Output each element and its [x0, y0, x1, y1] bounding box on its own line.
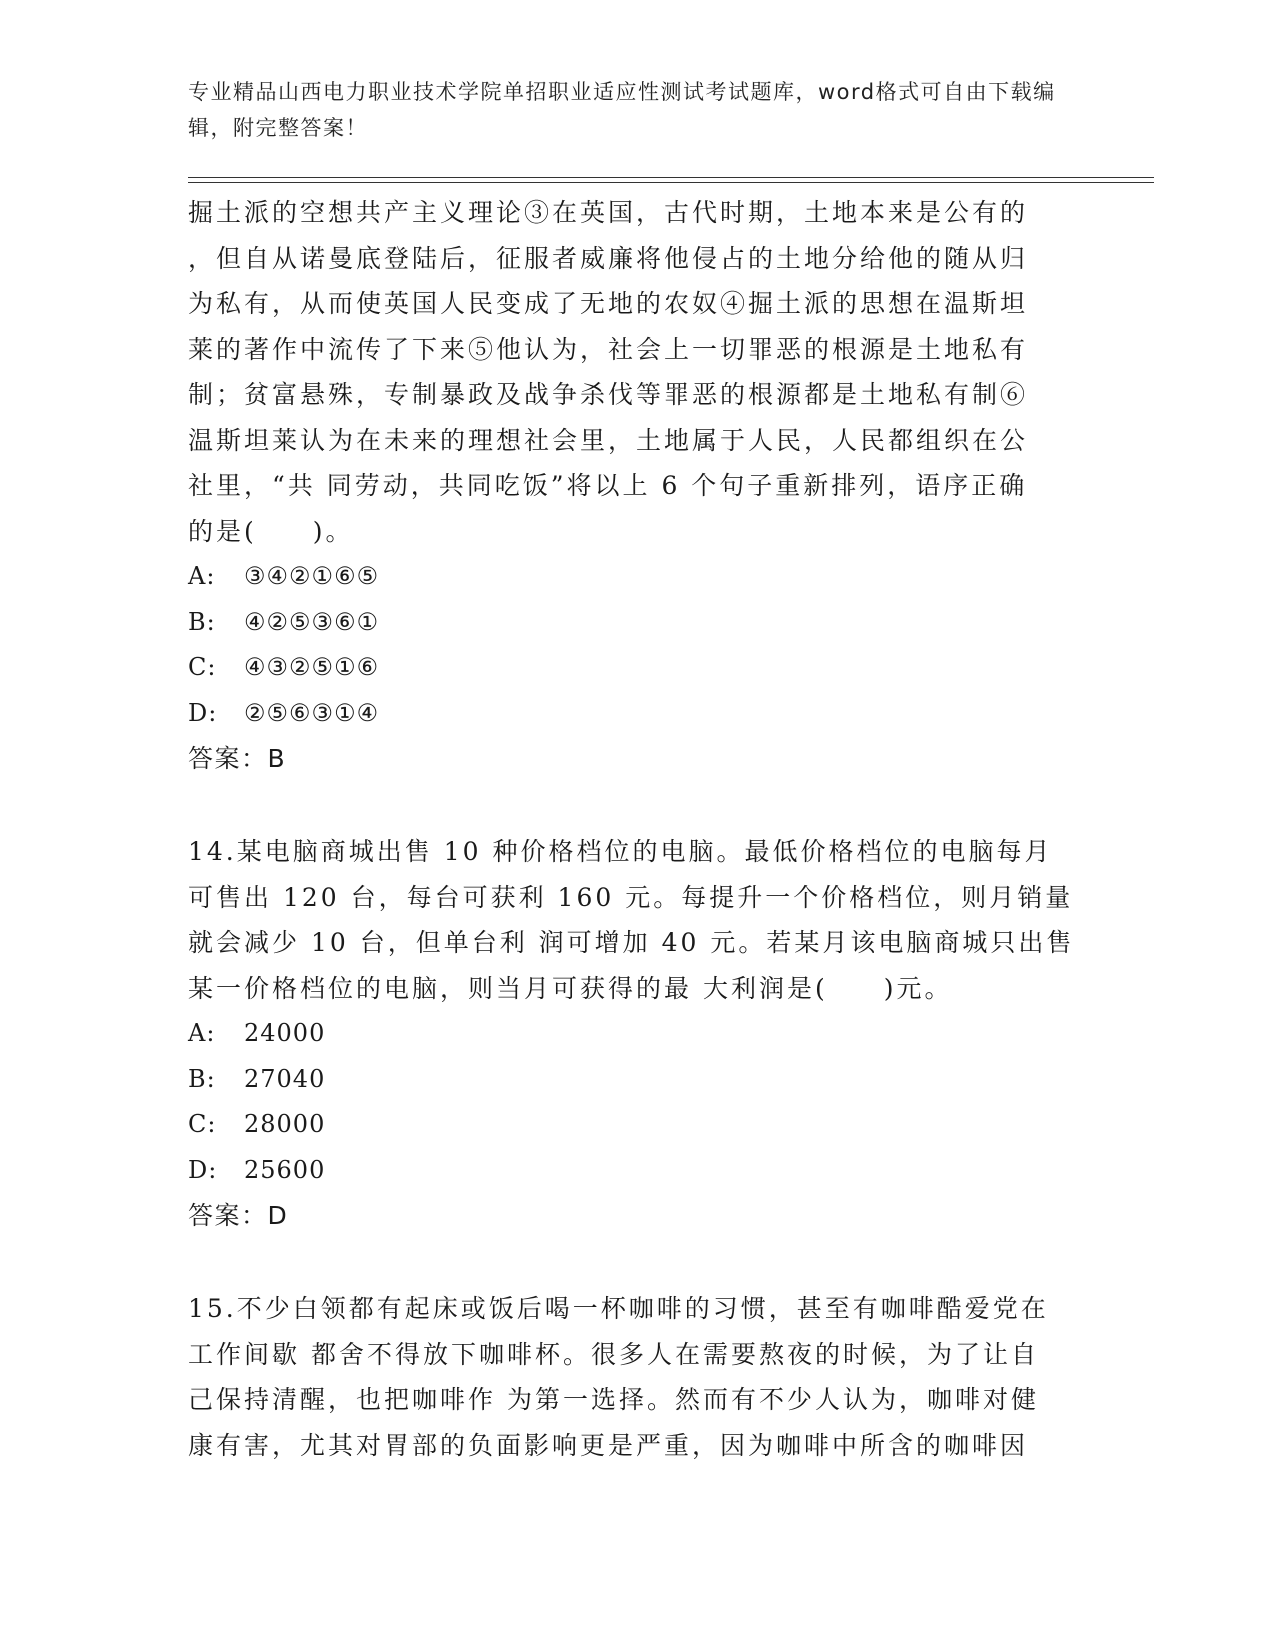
question-14-option-b [188, 1057, 1088, 1103]
question-13-line: 的是( )。 [188, 516, 354, 546]
option-letter: C: [188, 653, 217, 681]
question-15-line: 康有害，尤其对胃部的负面影响更是严重，因为咖啡中所含的咖啡因 [188, 1430, 1029, 1460]
question-14-line: 某一价格档位的电脑，则当月可获得的最 大利润是( )元。 [188, 973, 953, 1003]
question-15-line: 己保持清醒，也把咖啡作 为第一选择。然而有不少人认为，咖啡对健 [188, 1385, 1039, 1414]
question-14 [188, 829, 1088, 1239]
question-13-line: ，但自从诺曼底登陆后，征服者威廉将他侵占的土地分给他的随从归 [188, 243, 1029, 273]
option-letter: B: [188, 1064, 216, 1093]
header-divider-top [188, 177, 1154, 178]
question-13-line: 社里，“共 同劳动，共同吃饭”将以上 6 个句子重新排列，语序正确 [188, 471, 1028, 500]
question-15 [188, 1286, 1088, 1468]
header-title: 专业精品山西电力职业技术学院单招职业适应性测试考试题库，word格式可自由下载编辑，附完整答案！ [188, 80, 1056, 140]
question-13-line: 为私有，从而使英国人民变成了无地的农奴④掘土派的思想在温斯坦 [188, 289, 1029, 318]
question-13-option-c [188, 645, 1088, 691]
option-text: ③④②①⑥⑤ [244, 562, 380, 590]
question-13-line: 莱的著作中流传了下来⑤他认为，社会上一切罪恶的根源是土地私有 [188, 334, 1029, 364]
question-13 [188, 190, 1088, 782]
question-13-line: 掘土派的空想共产主义理论③在英国，古代时期，土地本来是公有的 [188, 198, 1029, 227]
option-text: ④③②⑤①⑥ [244, 653, 380, 681]
question-13-option-a [188, 554, 1088, 600]
question-14-line: 14.某电脑商城出售 10 种价格档位的电脑。最低价格档位的电脑每月 [188, 837, 1053, 866]
option-text: 24000 [244, 1019, 326, 1047]
question-14-answer: 答案：D [188, 1201, 289, 1230]
option-letter: B: [188, 607, 216, 636]
option-text: 25600 [244, 1155, 326, 1184]
question-13-line: 温斯坦莱认为在未来的理想社会里，土地属于人民，人民都组织在公 [188, 425, 1029, 455]
question-14-option-a [188, 1011, 1088, 1057]
document-header [188, 74, 1068, 146]
question-13-option-b [188, 600, 1088, 646]
option-text: ④②⑤③⑥① [244, 607, 380, 636]
question-14-option-c [188, 1102, 1088, 1148]
question-13-line: 制；贫富悬殊，专制暴政及战争杀伐等罪恶的根源都是土地私有制⑥ [188, 380, 1029, 409]
question-15-line: 15.不少白领都有起床或饭后喝一杯咖啡的习惯，甚至有咖啡酷爱党在 [188, 1294, 1049, 1323]
spacer [188, 1239, 1088, 1286]
header-divider-bottom [188, 182, 1154, 183]
option-text: 28000 [244, 1110, 326, 1138]
option-text: 27040 [244, 1064, 326, 1093]
option-text: ②⑤⑥③①④ [244, 698, 380, 727]
option-letter: A: [188, 1019, 216, 1047]
document-body [188, 190, 1088, 1468]
option-letter: D: [188, 698, 218, 727]
question-13-answer: 答案：B [188, 744, 287, 773]
option-letter: D: [188, 1155, 218, 1184]
option-letter: A: [188, 562, 216, 590]
spacer [188, 782, 1088, 829]
question-14-line: 可售出 120 台，每台可获利 160 元。每提升一个价格档位，则月销量 [188, 882, 1074, 912]
question-14-option-d [188, 1148, 1088, 1194]
question-15-line: 工作间歇 都舍不得放下咖啡杯。很多人在需要熬夜的时候，为了让自 [188, 1339, 1039, 1369]
option-letter: C: [188, 1110, 217, 1138]
question-13-option-d [188, 691, 1088, 737]
question-14-line: 就会减少 10 台，但单台利 润可增加 40 元。若某月该电脑商城只出售 [188, 928, 1075, 957]
